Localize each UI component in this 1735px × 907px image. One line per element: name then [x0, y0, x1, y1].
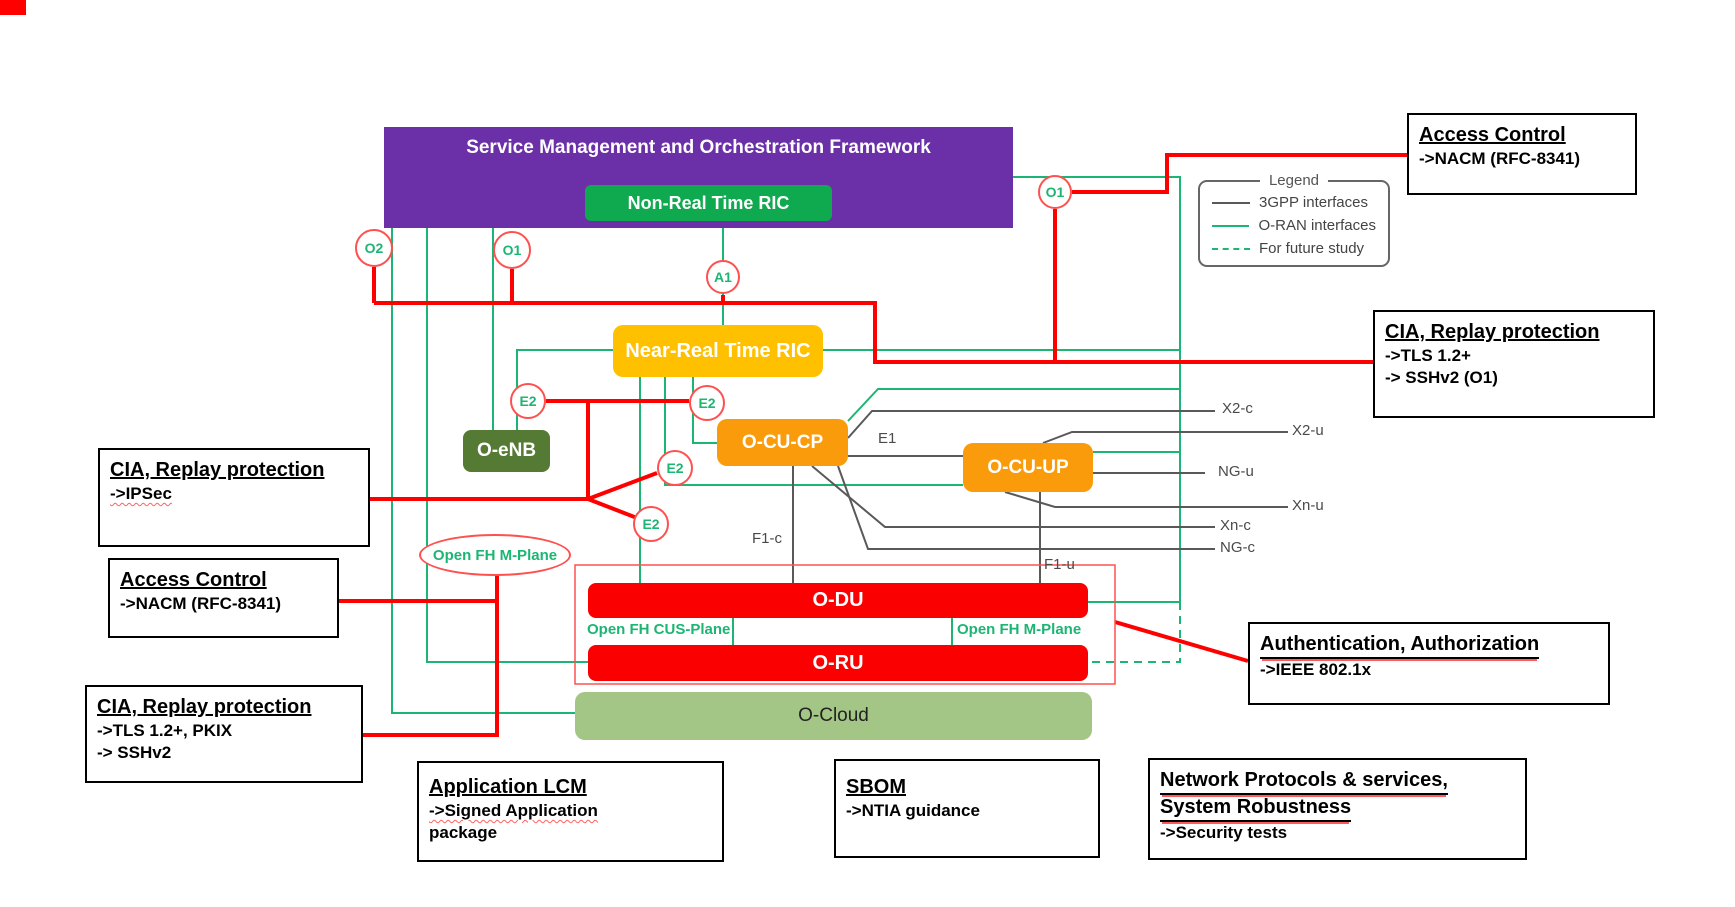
- annotation-cia-replay-bottom: CIA, Replay protection ->TLS 1.2+, PKIX -> SSHv2: [85, 685, 363, 783]
- circle-o1-left[interactable]: [493, 231, 531, 269]
- line-xnu: [1005, 492, 1288, 507]
- circle-o1-left-label: O1: [502, 242, 522, 258]
- node-o-cu-up[interactable]: [963, 443, 1093, 492]
- line-x2u: [1043, 432, 1288, 443]
- node-non-rt-ric[interactable]: [585, 185, 832, 221]
- label-x2u: X2-u: [1292, 422, 1324, 439]
- circle-a1[interactable]: [706, 260, 740, 294]
- annotation-cia-replay-left: CIA, Replay protection ->IPSec: [98, 448, 370, 547]
- label-x2c: X2-c: [1222, 400, 1253, 417]
- node-o-cloud[interactable]: [575, 692, 1092, 740]
- gray-line-sample: [1212, 202, 1250, 204]
- label-f1c: F1-c: [752, 530, 782, 547]
- circle-e2-4[interactable]: [633, 506, 669, 542]
- circle-e2-4-label: E2: [642, 516, 660, 532]
- label-ngu: NG-u: [1218, 463, 1254, 480]
- label-xnc: Xn-c: [1220, 517, 1251, 534]
- annotation-sbom: SBOM ->NTIA guidance: [834, 759, 1100, 858]
- legend-item-oran: O-RAN interfaces: [1212, 217, 1376, 234]
- o-cloud-label: O-Cloud: [798, 705, 869, 726]
- line-x2c: [848, 411, 1215, 438]
- line-ocucp-trunk: [848, 389, 1180, 421]
- node-o-enb[interactable]: [463, 430, 550, 472]
- open-fh-mplane-oval-label: Open FH M-Plane: [432, 546, 558, 564]
- legend-box: [1198, 172, 1390, 267]
- node-o-du[interactable]: [588, 583, 1088, 618]
- label-f1u: F1-u: [1044, 556, 1075, 573]
- label-ngc: NG-c: [1220, 539, 1255, 556]
- o-du-label: O-DU: [812, 589, 864, 611]
- node-o-ru[interactable]: [588, 645, 1088, 681]
- green-dashed-sample: [1212, 248, 1250, 250]
- circle-e2-2-label: E2: [698, 395, 716, 411]
- legend-item-future: For future study: [1212, 240, 1376, 257]
- annotation-authentication: Authentication, Authorization ->IEEE 802.1x: [1248, 622, 1610, 705]
- node-near-rt-ric[interactable]: [613, 325, 823, 377]
- circle-a1-label: A1: [714, 269, 732, 285]
- annotation-access-control-right: Access Control ->NACM (RFC-8341): [1407, 113, 1637, 195]
- annotation-network-protocols: Network Protocols & services, System Robustness ->Security tests: [1148, 758, 1527, 860]
- near-rt-ric-label: Near-Real Time RIC: [625, 339, 811, 362]
- circle-e2-3-label: E2: [666, 460, 684, 476]
- o-ru-label: O-RU: [812, 651, 864, 674]
- o-cu-cp-label: O-CU-CP: [741, 431, 824, 453]
- label-xnu: Xn-u: [1292, 497, 1324, 514]
- o-enb-label: O-eNB: [476, 440, 537, 461]
- circle-o2[interactable]: [355, 229, 393, 267]
- annotation-cia-replay-right: CIA, Replay protection ->TLS 1.2+ -> SSHv2 (O1): [1373, 310, 1655, 418]
- o-cu-up-label: O-CU-UP: [987, 456, 1069, 478]
- circle-o2-label: O2: [364, 240, 384, 256]
- green-line-sample: [1212, 225, 1249, 227]
- open-fh-mplane-oval[interactable]: [419, 534, 571, 576]
- label-open-fh-m-plane: Open FH M-Plane: [957, 621, 1082, 638]
- red-main-bus: [374, 303, 1373, 362]
- label-open-fh-cus-plane: Open FH CUS-Plane: [587, 621, 731, 638]
- smo-title: Service Management and Orchestration Framework: [466, 137, 931, 158]
- red-auth-diagonal: [1115, 622, 1248, 661]
- legend-item-3gpp: 3GPP interfaces: [1212, 194, 1376, 211]
- red-e2-diag-up: [588, 473, 657, 499]
- circle-e2-1[interactable]: [510, 383, 546, 419]
- label-e1: E1: [878, 430, 897, 447]
- circle-e2-2[interactable]: [689, 385, 725, 421]
- corner-artifact: [0, 0, 26, 15]
- annotation-application-lcm: Application LCM ->Signed Application package: [417, 761, 724, 862]
- circle-o1-right[interactable]: [1038, 175, 1072, 209]
- line-future-oru-trunk: [1092, 602, 1180, 662]
- red-e2-diag-down: [588, 499, 637, 518]
- annotation-access-control-left: Access Control ->NACM (RFC-8341): [108, 558, 339, 638]
- circle-o1-right-label: O1: [1045, 184, 1065, 200]
- non-rt-ric-label: Non-Real Time RIC: [627, 192, 790, 213]
- legend-title: Legend: [1260, 172, 1328, 189]
- future-study-lines: [1092, 602, 1180, 662]
- node-o-cu-cp[interactable]: [717, 419, 848, 466]
- circle-e2-1-label: E2: [519, 393, 537, 409]
- gpp-interface-lines: [793, 411, 1288, 583]
- circle-e2-3[interactable]: [657, 450, 693, 486]
